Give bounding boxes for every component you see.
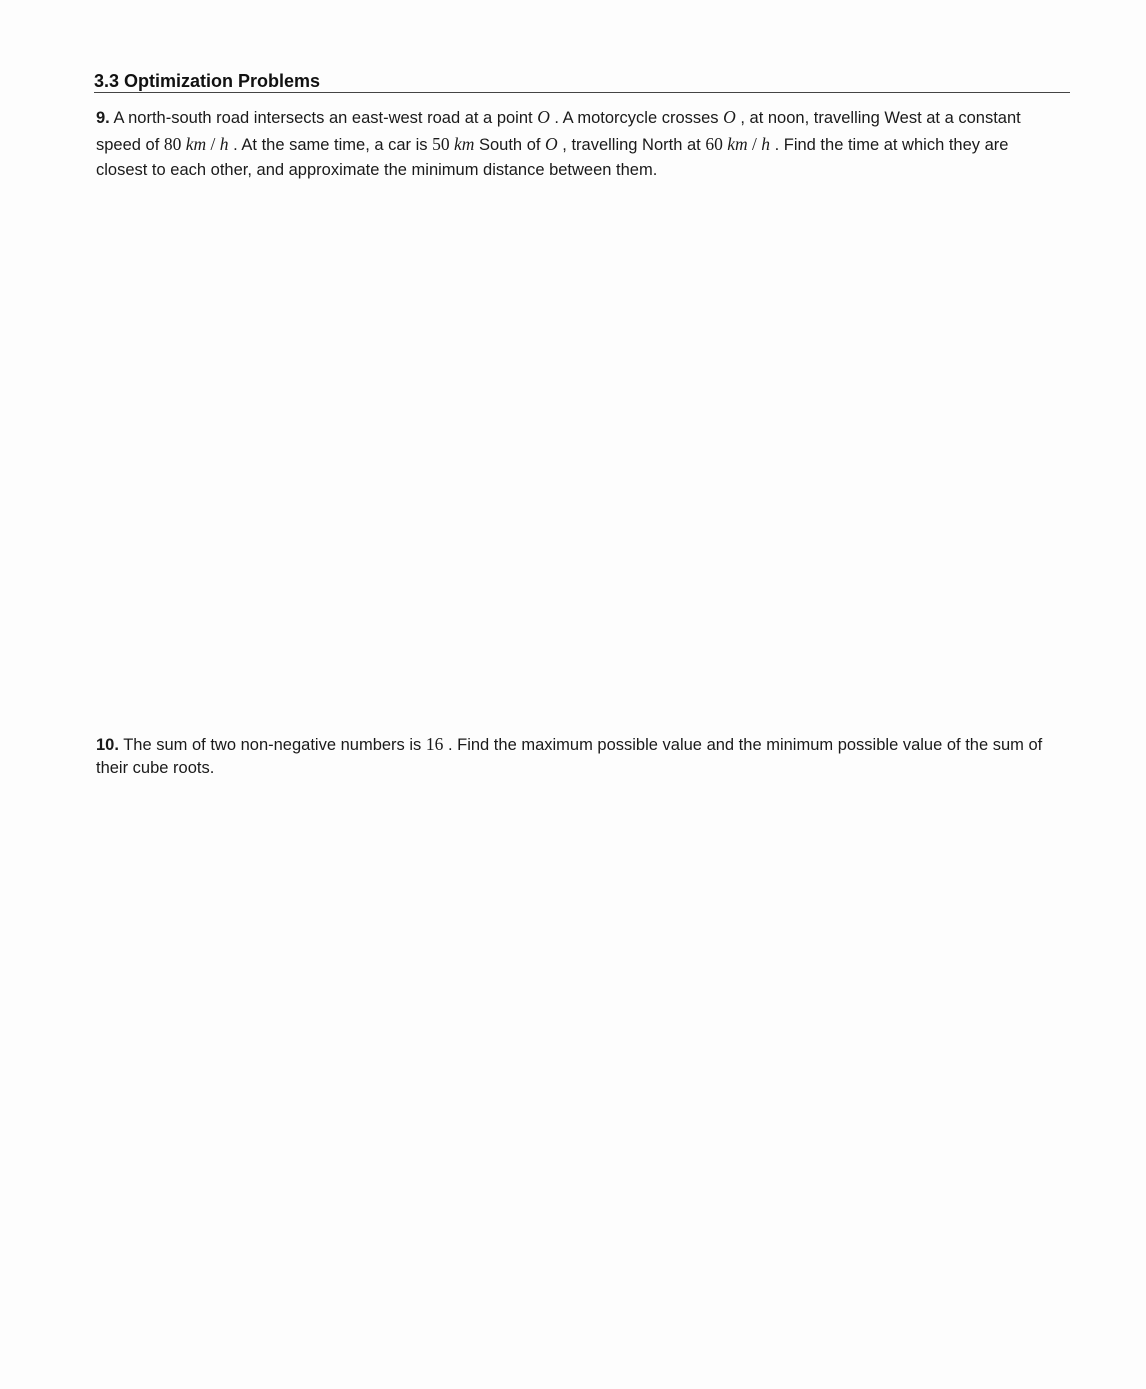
problem-text: , travelling North at — [557, 135, 706, 154]
problem-text: The sum of two non-negative numbers is — [118, 736, 426, 754]
problem-text: . Find the maximum possible value and the minimum possible value of the sum of their cube roots. — [96, 736, 1043, 777]
math-point: O — [723, 107, 736, 127]
math-sum: 16 — [425, 734, 444, 754]
problem-text: . At the same time, a car is — [228, 135, 433, 154]
math-point: O — [545, 133, 558, 154]
math-distance: 50 km — [432, 133, 475, 154]
problem-number: 10. — [96, 736, 119, 754]
problem-10 — [96, 733, 1056, 779]
problem-9 — [96, 105, 1056, 184]
problem-text: South of — [474, 135, 546, 154]
problem-number: 9. — [96, 109, 110, 127]
problem-text: . A motorcycle crosses — [549, 109, 724, 127]
section-title: 3.3 Optimization Problems — [94, 71, 321, 91]
math-speed: 80 km / h — [163, 133, 229, 154]
math-speed: 60 km / h — [705, 133, 770, 154]
problem-text: . Find the time at which they are closest to each other, and approximate the minimum distance between them. — [96, 135, 1009, 179]
problem-text: A north-south road intersects an east-west road at a point — [109, 109, 538, 127]
section-header — [94, 70, 1070, 93]
problem-text: , at noon, travelling West at a constant speed of — [96, 109, 1021, 154]
math-point: O — [537, 107, 550, 127]
